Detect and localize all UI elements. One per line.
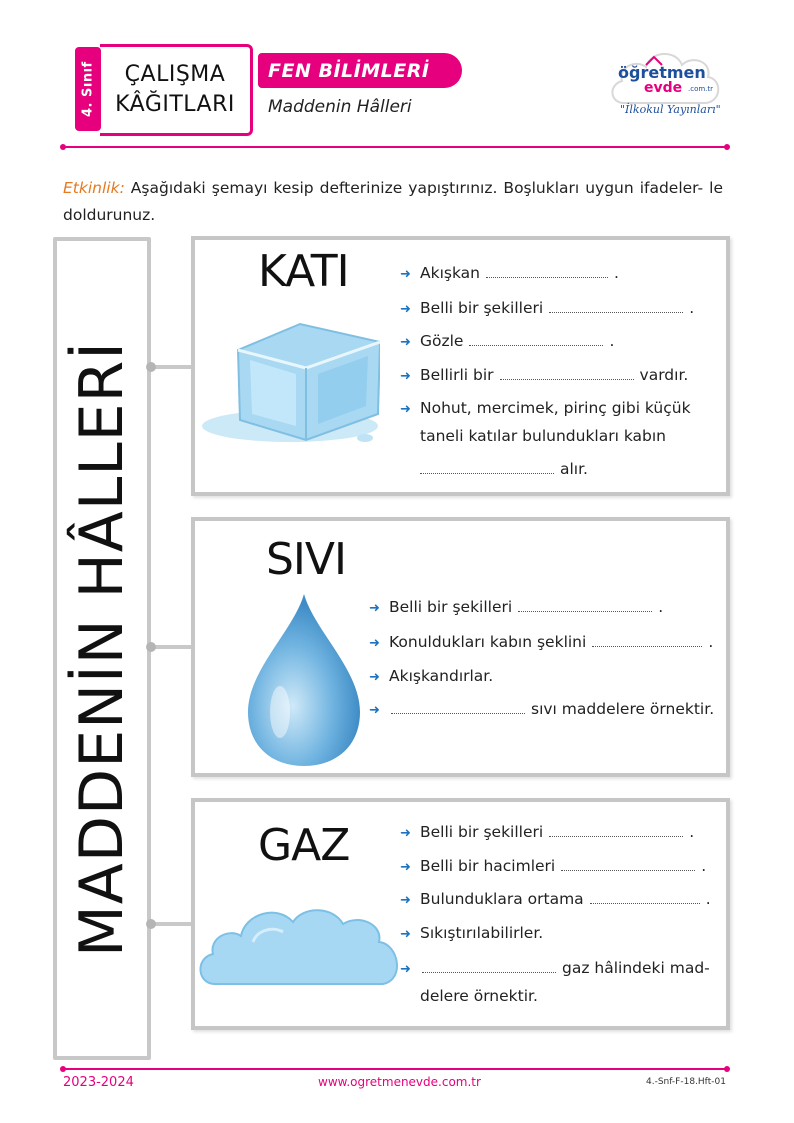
arrow-icon: ➜ <box>400 267 411 282</box>
worksheet-title-box <box>100 44 253 136</box>
solid-item-5-line2: taneli katılar bulundukları kabın <box>420 427 667 445</box>
header-divider <box>63 146 727 148</box>
activity-text: Aşağıdaki şemayı kesip defterinize yapıştırınız. Boşlukları uygun ifadeler- le doldurunuz. <box>63 179 723 224</box>
title-line-2: KÂĞITLARI <box>115 92 235 117</box>
arrow-icon: ➜ <box>400 962 411 977</box>
liquid-item-2: ➜ Konuldukları kabın şeklini . <box>369 632 713 654</box>
subject-banner: FEN BİLİMLERİ <box>258 53 462 88</box>
connector-node <box>146 919 156 929</box>
gas-item-5: ➜ gaz hâlindeki mad- <box>400 958 710 980</box>
solid-item-1: ➜ Akışkan . <box>400 263 619 285</box>
connector-node <box>146 362 156 372</box>
arrow-icon: ➜ <box>400 402 411 417</box>
arrow-icon: ➜ <box>400 893 411 908</box>
arrow-icon: ➜ <box>400 860 411 875</box>
connector-node <box>146 642 156 652</box>
cloud-icon <box>193 896 409 992</box>
topic-subtitle: Maddenin Hâlleri <box>268 97 412 117</box>
connector-solid <box>151 365 193 369</box>
arrow-icon: ➜ <box>400 927 411 942</box>
divider-dot <box>724 1066 730 1072</box>
solid-item-5-line3: alır. <box>420 459 588 479</box>
solid-item-5: ➜ Nohut, mercimek, pirinç gibi küçük <box>400 398 691 420</box>
title-line-1: ÇALIŞMA <box>124 62 226 87</box>
heading-solid: KATI <box>258 246 349 297</box>
heading-gas: GAZ <box>258 820 350 871</box>
solid-item-4: ➜ Bellirli bir vardır. <box>400 365 688 387</box>
ice-cube-icon <box>200 316 380 451</box>
arrow-icon: ➜ <box>369 636 380 651</box>
logo-domain: .com.tr <box>688 85 714 93</box>
arrow-icon: ➜ <box>400 302 411 317</box>
footer-code: 4.-Snf-F-18.Hft-01 <box>646 1077 726 1087</box>
gas-item-1: ➜ Belli bir şekilleri . <box>400 822 694 844</box>
solid-item-2: ➜ Belli bir şekilleri . <box>400 298 694 320</box>
arrow-icon: ➜ <box>400 826 411 841</box>
divider-dot <box>724 144 730 150</box>
gas-item-2: ➜ Belli bir hacimleri . <box>400 856 706 878</box>
solid-item-3: ➜ Gözle . <box>400 331 614 353</box>
gas-item-5-line2: delere örnektir. <box>420 987 538 1005</box>
publisher-logo <box>606 45 724 125</box>
divider-dot <box>60 144 66 150</box>
footer-year: 2023-2024 <box>63 1075 134 1090</box>
logo-evde: evde <box>644 80 683 96</box>
water-drop-icon <box>244 590 364 770</box>
connector-gas <box>151 922 193 926</box>
heading-liquid: SIVI <box>266 534 346 585</box>
grade-tab: 4. Sınıf <box>75 47 101 131</box>
arrow-icon: ➜ <box>369 670 380 685</box>
vertical-title <box>53 237 151 1060</box>
liquid-item-3: ➜ Akışkandırlar. <box>369 666 493 688</box>
arrow-icon: ➜ <box>400 335 411 350</box>
activity-label: Etkinlik: <box>63 179 125 197</box>
activity-instruction <box>63 175 723 229</box>
gas-item-4: ➜ Sıkıştırılabilirler. <box>400 923 543 945</box>
arrow-icon: ➜ <box>369 601 380 616</box>
logo-tagline: "İlkokul Yayınları" <box>620 103 721 116</box>
arrow-icon: ➜ <box>400 369 411 384</box>
liquid-item-4: ➜ sıvı maddelere örnektir. <box>369 699 714 721</box>
logo-wordmark: öğretmen <box>618 63 706 82</box>
arrow-icon: ➜ <box>369 703 380 718</box>
footer-website[interactable]: www.ogretmenevde.com.tr <box>318 1075 481 1089</box>
connector-liquid <box>151 645 193 649</box>
gas-item-3: ➜ Bulunduklara ortama . <box>400 889 711 911</box>
vertical-title-text: MADDENİN HÂLLERİ <box>67 340 138 957</box>
liquid-item-1: ➜ Belli bir şekilleri . <box>369 597 663 619</box>
footer-divider <box>63 1068 727 1070</box>
divider-dot <box>60 1066 66 1072</box>
